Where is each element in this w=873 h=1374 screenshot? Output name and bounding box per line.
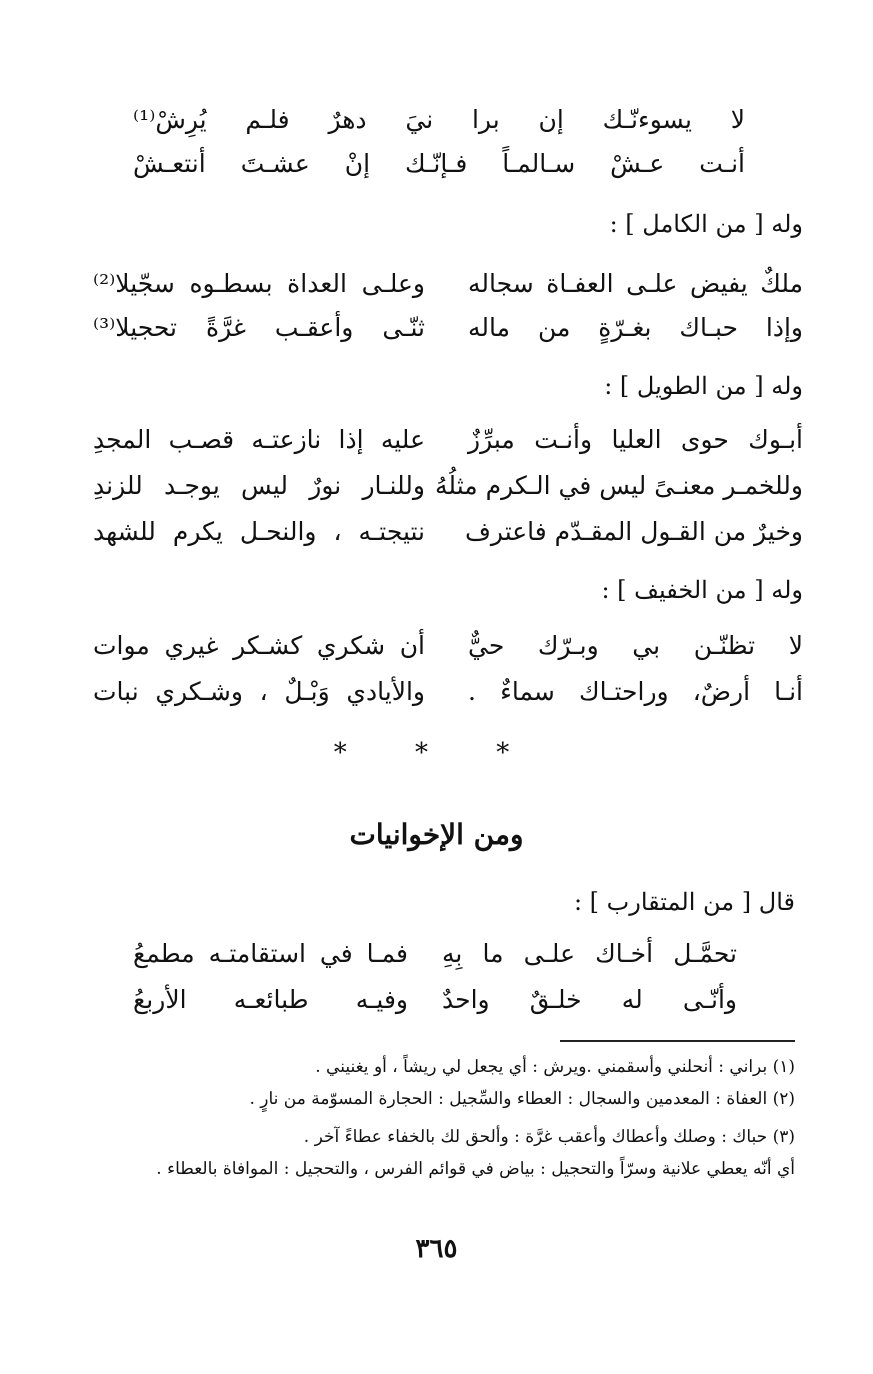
section1-verse-2 — [0, 308, 873, 348]
section1-verse-1 — [0, 264, 873, 304]
hemistich-first: وأنّـى له خلـقٌ واحدٌ — [442, 985, 737, 1014]
section3-verse-2 — [0, 672, 873, 712]
hemistich-second: وللنـار نورٌ ليس يوجـد للزندِ — [93, 471, 425, 500]
word: يُرِشْ⁽¹⁾ — [133, 105, 207, 134]
section2-verse-2 — [0, 466, 873, 506]
word: برا — [471, 105, 500, 134]
section1-intro: وله [ من الكامل ] : — [609, 210, 803, 238]
word: نيَ — [405, 105, 434, 134]
page-number: ٣٦٥ — [415, 1234, 458, 1264]
section-heading: ومن الإخوانيات — [349, 818, 524, 851]
word: عشـتَ — [240, 149, 310, 178]
word: إن — [538, 105, 564, 134]
footnote-divider — [560, 1040, 795, 1042]
hemistich-second: وعلـى العداة بسطـوه سجّيلا⁽²⁾ — [93, 269, 425, 298]
section-separator: * * * — [333, 738, 540, 768]
section3-verse-1 — [0, 626, 873, 666]
hemistich-first: أبـوك حوى العليا وأنـت مبرِّزٌ — [468, 425, 803, 454]
word: يسوءنّـك — [602, 105, 692, 134]
poem1-line-1 — [133, 100, 745, 140]
hemistich-second: عليه إذا نازعتـه قصـب المجدِ — [93, 425, 425, 454]
hemistich-first: وإذا حبـاك بغـرّةٍ من ماله — [468, 313, 803, 342]
hemistich-first: وللخمـر معنـىً ليس في الـكرم مثلُهُ — [435, 471, 803, 500]
section3-intro: وله [ من الخفيف ] : — [601, 576, 803, 604]
hemistich-first: تحمَّـل أخـاك علـى ما بِهِ — [442, 939, 737, 968]
section4-verse-2 — [0, 980, 873, 1020]
hemistich-first: ملكٌ يفيض علـى العفـاة سجاله — [468, 269, 803, 298]
word: دهرٌ — [328, 105, 367, 134]
section2-verse-3 — [0, 512, 873, 552]
footnote-3-continued: أي أنّه يعطي علانية وسرّاً والتحجيل : بياض في قوائم الفرس ، والتحجيل : الموافاة بالعطاء . — [156, 1159, 795, 1179]
hemistich-second: ثنّـى وأعقـب غرَّةً تحجيلا⁽³⁾ — [93, 313, 425, 342]
hemistich-second: أن شكري كشـكر غيري موات — [93, 631, 425, 660]
hemistich-first: أنـا أرضٌ، وراحتـاك سماءٌ . — [468, 677, 803, 706]
word: أنـت — [699, 149, 745, 178]
hemistich-second: والأيادي وَبْـلٌ ، وشـكري نبات — [93, 677, 425, 706]
word: لا — [730, 105, 745, 134]
section4-verse-1 — [0, 934, 873, 974]
section2-intro: وله [ من الطويل ] : — [604, 372, 803, 400]
section4-intro: قال [ من المتقارب ] : — [573, 888, 795, 916]
poem1-line-2 — [133, 144, 745, 184]
word: فـإنّـك — [405, 149, 468, 178]
word: فلـم — [245, 105, 290, 134]
hemistich-second: فمـا في استقامتـه مطمعُ — [133, 939, 408, 968]
footnote-3: (٣) حباك : وصلك وأعطاك وأعقب غرَّة : وألحق لك بالخفاء عطاءً آخر . — [303, 1127, 795, 1147]
word: عـشْ — [610, 149, 665, 178]
word: سـالمـاً — [502, 149, 576, 178]
hemistich-first: لا تظنّـن بي وبـرّك حيٌّ — [468, 631, 803, 660]
hemistich-second: وفيـه طبائعـه الأربعُ — [133, 985, 408, 1014]
footnote-1: (١) براني : أنحلني وأسقمني .ويرش : أي يجعل لي ريشاً ، أو يغنيني . — [315, 1057, 795, 1077]
section2-verse-1 — [0, 420, 873, 460]
hemistich-second: نتيجتـه ، والنحـل يكرم للشهد — [93, 517, 425, 546]
hemistich-first: وخيرٌ من القـول المقـدّم فاعترف — [464, 517, 803, 546]
footnote-2: (٢) العفاة : المعدمين والسجال : العطاء والسِّجيل : الحجارة المسوّمة من نارٍ . — [249, 1089, 795, 1109]
word: أنتعـشْ — [133, 149, 206, 178]
word: إنْ — [344, 149, 371, 178]
